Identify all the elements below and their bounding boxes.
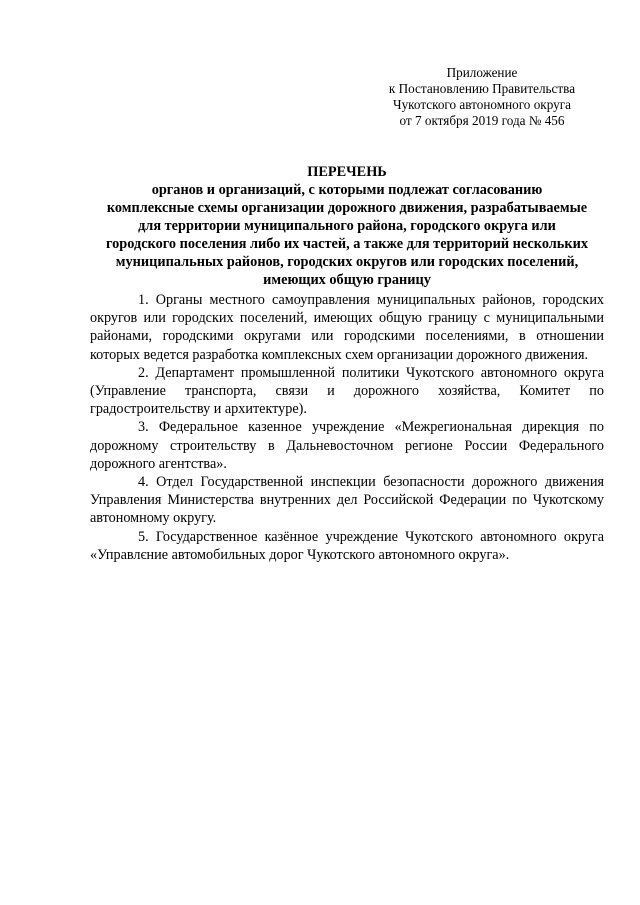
document-title [90,163,604,289]
appendix-line: Чукотского автономного округа [393,97,571,112]
list-item: 2. Департамент промышленной политики Чукотского автономного округа (Управление транспорта, связи и дорожного хозяйства, Комитет по градостроительству и архитектуре). [90,364,604,418]
appendix-line: Приложение [446,65,518,80]
title-line: имеющих общую границу [263,272,431,288]
title-line: органов и организаций, с которыми подлежат согласованию [151,182,543,198]
list-item: 4. Отдел Государственной инспекции безопасности дорожного движения Управления Министерства внутренних дел Российской Федерации по Чукотскому автономному округу. [90,474,604,527]
appendix-line: от 7 октября 2019 года № 456 [399,113,565,128]
organizations-list [90,291,604,564]
title-line: городского поселения либо их частей, а также для территорий нескольких [106,236,588,252]
list-item: 3. Федеральное казенное учреждение «Межрегиональная дирекция по дорожному строительству в Дальневосточном регионе России Федерального дорожного агентства». [90,419,604,472]
title-line: муниципальных районов, городских округов или городских поселений, [115,254,579,270]
appendix-reference [382,65,582,129]
title-line: комплексные схемы организации дорожного движения, разрабатываемые [106,200,588,216]
list-item: 5. Государственное казённое учреждение Чукотского автономного округа «Управлєние автомобильных дорог Чукотского автономного округа». [90,528,604,563]
title-line: для территории муниципального района, городского округа или [138,218,556,234]
appendix-line: к Постановлению Правительства [388,81,576,96]
title-heading: ПЕРЕЧЕНЬ [307,164,387,180]
list-item: 1. Органы местного самоуправления муниципальных районов, городских округов или городских поселений, имеющих общую границу с муниципальными районами, городскими округами или городскими поселениями, в отношении которых ведется разработка комплексных схем организации дорожного движения. [90,292,604,363]
